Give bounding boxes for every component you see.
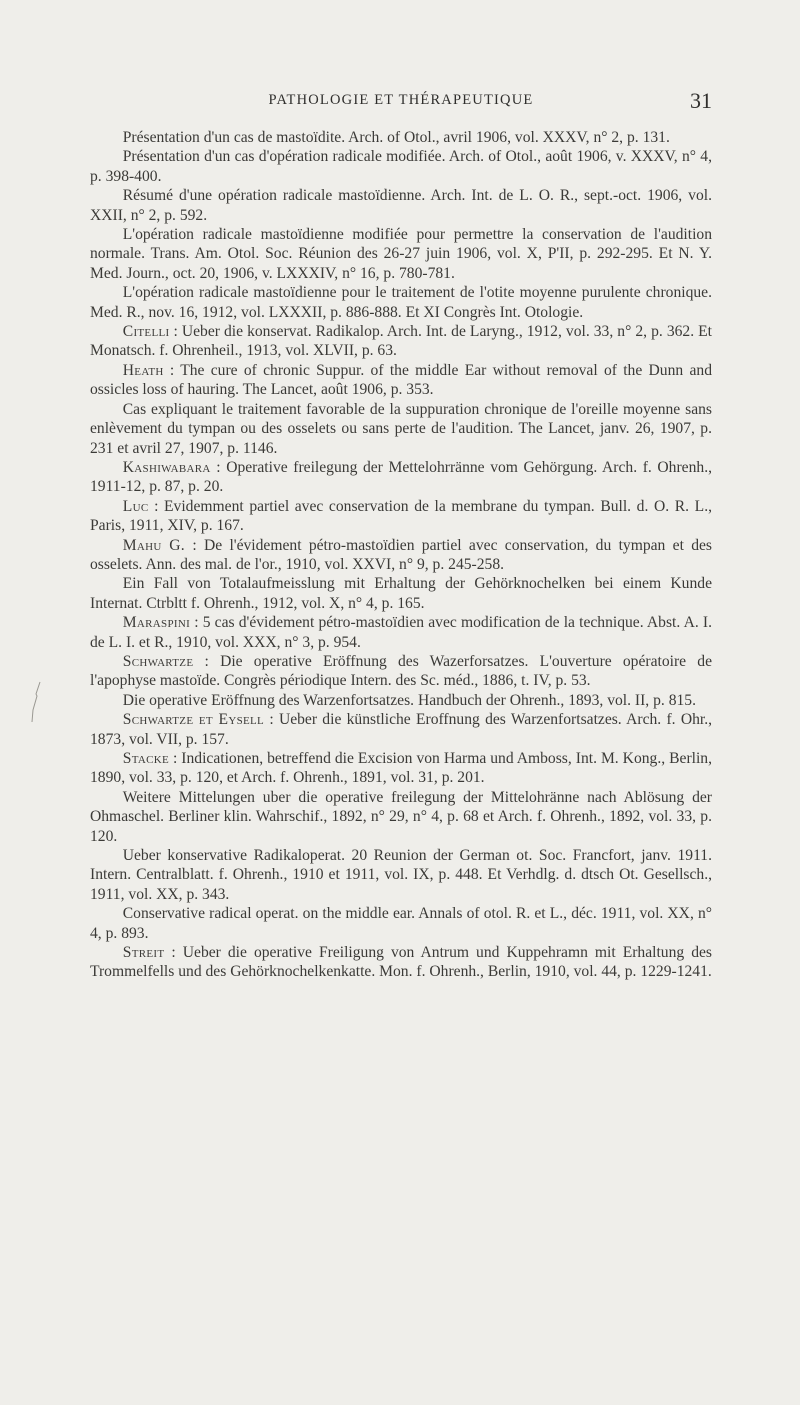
entry-text: L'opération radicale mastoïdienne pour le traitement de l'otite moyenne purulente chronique. Med. R., nov. 16, 1912, vol. LXXXII, p. 886-888. Et XI Congrès Int. Otologie. [90, 284, 712, 321]
entry-text: Présentation d'un cas de mastoïdite. Arch. of Otol., avril 1906, vol. XXXV, n° 2, p. 131. [122, 129, 670, 146]
bibliography-entry [90, 283, 712, 322]
entry-author: Schwartze [122, 652, 194, 670]
entry-text: Weitere Mittelungen uber die operative freilegung der Mittelohränne nach Ablösung der Ohmaschel. Berliner klin. Wahrschif., 1892, n° 29, n° 4, p. 68 et Arch. f. Ohrenh., 1892, vol. 33, p. 120. [90, 788, 712, 845]
bibliography-entry [90, 128, 712, 147]
entry-author: Streit [122, 944, 165, 962]
bibliography-entry [90, 710, 712, 749]
entry-text: : Evidemment partiel avec conservation de la membrane du tympan. Bull. d. O. R. L., Paris, 1911, XIV, p. 167. [90, 497, 712, 535]
entry-text: Die operative Eröffnung des Warzenfortsatzes. Handbuch der Ohrenh., 1893, vol. II, p. 815. [122, 691, 696, 709]
bibliography-entry [90, 400, 712, 458]
bibliography-entry [90, 536, 712, 575]
bibliography-entry [90, 943, 712, 982]
margin-pencil-mark [30, 680, 42, 724]
bibliography-entry [90, 574, 712, 613]
bibliography-entry [90, 613, 712, 652]
entry-author: Luc [122, 497, 149, 515]
entry-author: Mahu G. [122, 536, 186, 554]
bibliography-list [90, 128, 712, 982]
entry-text: : Ueber die künstliche Eroffnung des Warzenfortsatzes. Arch. f. Ohr., 1873, vol. VII, p. 157. [90, 711, 713, 748]
bibliography-entry [90, 186, 712, 225]
bibliography-entry [90, 652, 712, 691]
bibliography-entry [90, 458, 712, 497]
entry-author: Maraspini [122, 614, 191, 632]
bibliography-entry [90, 749, 712, 788]
bibliography-entry [90, 322, 712, 361]
entry-author: Schwartze et Eysell [122, 711, 265, 729]
entry-text: : Indicationen, betreffend die Excision von Harma und Amboss, Int. M. Kong., Berlin, 1890, vol. 33, p. 120, et Arch. f. Ohrenh., 1891, vol. 31, p. 201. [90, 750, 712, 787]
entry-text: Ueber konservative Radikaloperat. 20 Reunion der German ot. Soc. Francfort, janv. 1911. Intern. Centralblatt. f. Ohrenh., 1910 et 1911, vol. IX, p. 448. Et Verhdlg. d. dtsch Ot. Gesellsch., 1911, vol. XX, p. 343. [90, 847, 712, 903]
entry-text: : The cure of chronic Suppur. of the middle Ear without removal of the Dunn and ossicles loss of hauring. The Lancet, août 1906, p. 353. [90, 361, 712, 399]
bibliography-entry [90, 788, 712, 846]
bibliography-entry [90, 361, 712, 400]
bibliography-entry [90, 147, 712, 186]
entry-text: Conservative radical operat. on the middle ear. Annals of otol. R. et L., déc. 1911, vol. XX, n° 4, p. 893. [90, 905, 712, 942]
entry-text: : Operative freilegung der Mettelohrränne vom Gehörgung. Arch. f. Ohrenh., 1911-12, p. 87, p. 20. [90, 458, 712, 496]
bibliography-entry [90, 691, 712, 710]
entry-text: : De l'évidement pétro-mastoïdien partiel avec conservation, du tympan et des osselets. Ann. des mal. de l'or., 1910, vol. XXVI, n° 9, p. 245-258. [90, 536, 712, 573]
bibliography-entry [90, 846, 712, 904]
entry-text: : Ueber die konservat. Radikalop. Arch. Int. de Laryng., 1912, vol. 33, n° 2, p. 362. Et Monatsch. f. Ohrenheil., 1913, vol. XLVII, p. 63. [90, 323, 712, 360]
bibliography-entry [90, 225, 712, 283]
bibliography-entry [90, 497, 712, 536]
entry-author: Kashiwabara [122, 458, 211, 476]
header-title: PATHOLOGIE ET THÉRAPEUTIQUE [268, 92, 534, 108]
entry-text: Ein Fall von Totalaufmeisslung mit Erhaltung der Gehörknochelken bei einem Kunde Internat. Ctrbltt f. Ohrenh., 1912, vol. X, n° 4, p. 165. [90, 575, 712, 612]
page-number: 31 [690, 88, 712, 113]
entry-text: : Ueber die operative Freiligung von Antrum und Kuppehramn mit Erhaltung des Trommelfells und des Gehörknochelkenkatte. Mon. f. Ohrenh., Berlin, 1910, vol. 44, p. 1229-1241. [90, 944, 712, 981]
entry-text: : Die operative Eröffnung des Wazerforsatzes. L'ouverture opératoire de l'apophyse mastoïde. Congrès périodique Intern. des Sc. méd., 1886, t. IV, p. 53. [90, 652, 712, 690]
entry-author: Heath [122, 361, 164, 379]
entry-author: Stacke [122, 750, 170, 767]
running-header [90, 88, 712, 118]
entry-text: Cas expliquant le traitement favorable de la suppuration chronique de l'oreille moyenne sans enlèvement du tympan ou des osselets ou sans perte de l'audition. The Lancet, janv. 26, 1907, p. 231 et avril 27, 1907, p. 1146. [90, 400, 712, 457]
entry-text: : 5 cas d'évidement pétro-mastoïdien avec modification de la technique. Abst. A. I. de L. I. et R., 1910, vol. XXX, n° 3, p. 954. [90, 614, 712, 651]
entry-text: L'opération radicale mastoïdienne modifiée pour permettre la conservation de l'audition normale. Trans. Am. Otol. Soc. Réunion des 26-27 juin 1906, vol. X, P'II, p. 292-295. Et N. Y. Med. Journ., oct. 20, 1906, v. LXXXIV, n° 16, p. 780-781. [90, 226, 712, 282]
entry-text: Présentation d'un cas d'opération radicale modifiée. Arch. of Otol., août 1906, v. XXXV, n° 4, p. 398-400. [90, 148, 712, 185]
bibliography-entry [90, 904, 712, 943]
entry-author: Citelli [122, 323, 170, 341]
entry-text: Résumé d'une opération radicale mastoïdienne. Arch. Int. de L. O. R., sept.-oct. 1906, vol. XXII, n° 2, p. 592. [90, 187, 712, 224]
